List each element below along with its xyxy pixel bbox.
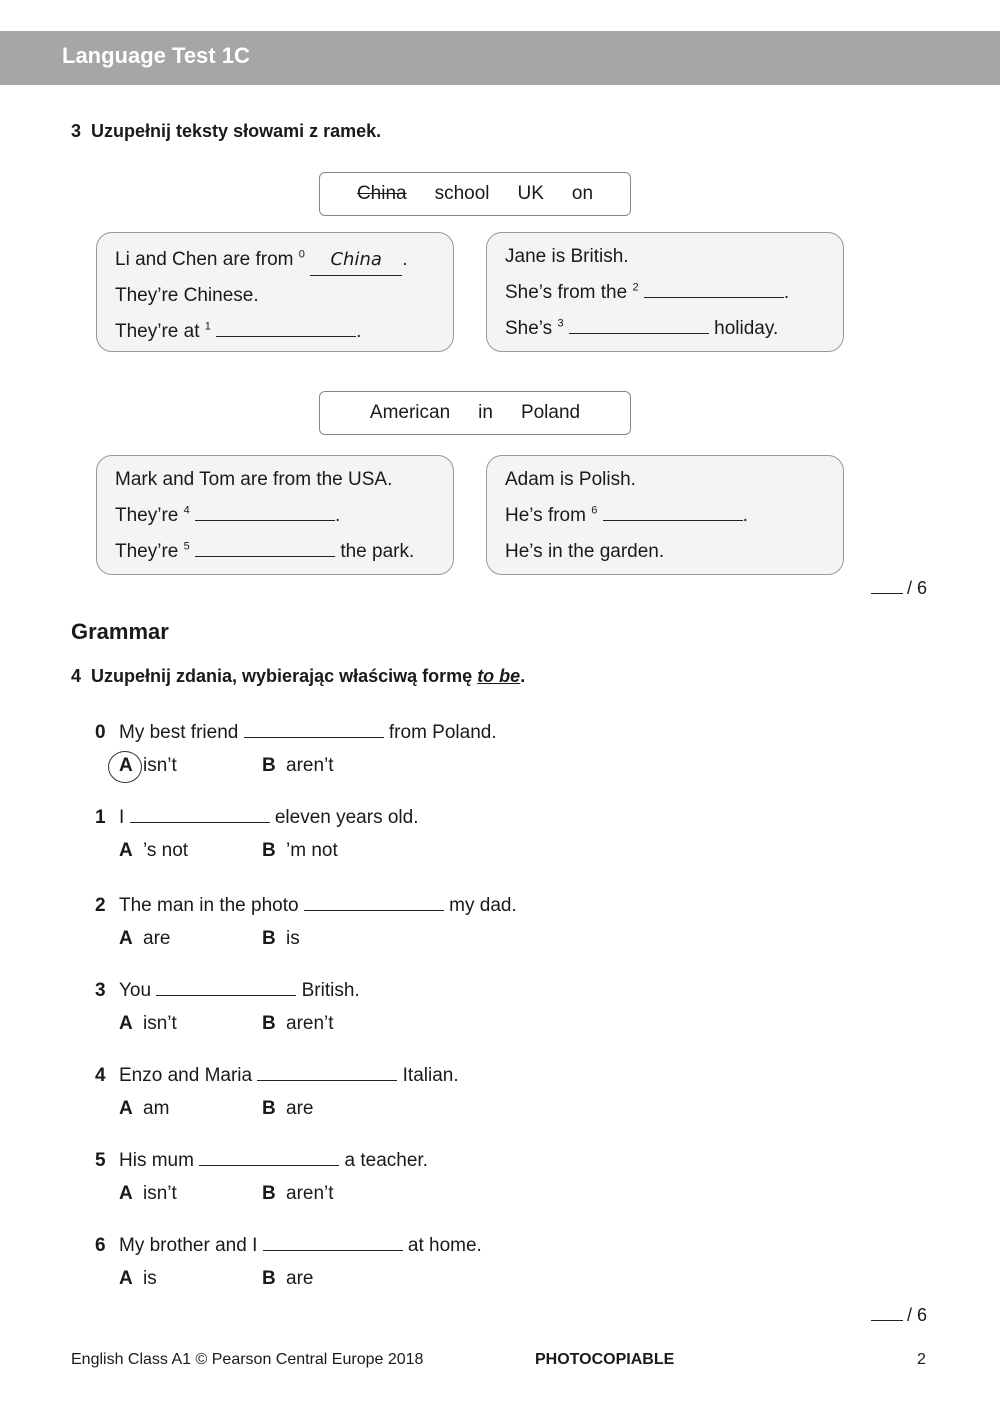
option-b[interactable]: B are <box>262 1098 314 1119</box>
instruction-text: Uzupełnij teksty słowami z ramek. <box>91 121 382 141</box>
option-b[interactable]: B are <box>262 1268 314 1289</box>
word-box-item: on <box>571 183 594 204</box>
word-box-item: China <box>356 183 407 204</box>
text-line: He’s from $^6$ . <box>505 501 825 537</box>
word-box-item: in <box>478 402 493 423</box>
text-line: They’re at $^1$ . <box>115 317 435 353</box>
section-title-grammar: Grammar <box>71 619 169 644</box>
question-2: 2 The man in the photo my dad. <box>95 892 517 917</box>
page-title: Language Test 1C <box>62 43 250 68</box>
option-a[interactable]: A isn’t <box>119 755 177 776</box>
option-a[interactable]: A is <box>119 1268 157 1289</box>
question-4: 4 Enzo and Maria Italian. <box>95 1062 459 1087</box>
answer-blank-5[interactable] <box>195 538 335 557</box>
text-box-adam <box>486 455 844 575</box>
question-3: 3 You British. <box>95 977 360 1002</box>
question-blank[interactable] <box>244 719 384 738</box>
option-a[interactable]: A isn’t <box>119 1183 177 1204</box>
score-exercise-4: / 6 <box>871 1304 927 1326</box>
score-exercise-3: / 6 <box>871 577 927 599</box>
text-line: Mark and Tom are from the USA. <box>115 469 393 490</box>
score-blank[interactable] <box>871 1304 903 1321</box>
option-b[interactable]: B aren’t <box>262 1013 334 1034</box>
text-box-jane <box>486 232 844 352</box>
text-box-li-chen <box>96 232 454 352</box>
exercise-3-instruction <box>71 121 381 142</box>
text-line: They’re $^5$ the park. <box>115 537 435 573</box>
option-b[interactable]: B aren’t <box>262 755 334 776</box>
question-blank[interactable] <box>199 1147 339 1166</box>
word-box-item: American <box>369 402 451 423</box>
answer-blank-2[interactable] <box>644 279 784 298</box>
word-box-1 <box>319 172 631 216</box>
question-blank[interactable] <box>304 892 444 911</box>
question-blank[interactable] <box>257 1062 397 1081</box>
text-line: Jane is British. <box>505 246 629 267</box>
text-line: She’s from the $^2$ . <box>505 278 825 314</box>
text-box-mark-tom <box>96 455 454 575</box>
answer-blank-1[interactable] <box>216 318 356 337</box>
option-a[interactable]: A isn’t <box>119 1013 177 1034</box>
question-5: 5 His mum a teacher. <box>95 1147 428 1172</box>
page-number: 2 <box>917 1351 926 1368</box>
instruction-text: Uzupełnij zdania, wybierając właściwą formę <box>91 666 473 686</box>
option-b[interactable]: B is <box>262 928 300 949</box>
exercise-number: 3 <box>71 121 82 141</box>
text-line: Adam is Polish. <box>505 469 636 490</box>
option-b[interactable]: B ’m not <box>262 840 338 861</box>
answer-blank-6[interactable] <box>603 502 743 521</box>
word-box-item: UK <box>517 183 544 204</box>
question-1: 1 I eleven years old. <box>95 804 419 829</box>
question-6: 6 My brother and I at home. <box>95 1232 482 1257</box>
option-a[interactable]: A ’s not <box>119 840 189 861</box>
example-answer: China <box>310 245 402 276</box>
question-blank[interactable] <box>130 804 270 823</box>
word-box-item: school <box>434 183 490 204</box>
word-box-2 <box>319 391 631 435</box>
footer-photocopiable: PHOTOCOPIABLE <box>535 1351 675 1368</box>
answer-blank-4[interactable] <box>195 502 335 521</box>
text-line: Li and Chen are from $^0$ China . <box>115 245 435 281</box>
question-0: 0 My best friend from Poland. <box>95 719 497 744</box>
text-line: He’s in the garden. <box>505 541 665 562</box>
exercise-4-instruction: 4 Uzupełnij zdania, wybierając właściwą formę to be. <box>71 666 526 686</box>
text-line: She’s $^3$ holiday. <box>505 314 825 350</box>
question-blank[interactable] <box>263 1232 403 1251</box>
footer-copyright: English Class A1 © Pearson Central Europe 2018 <box>71 1351 424 1368</box>
text-line: They’re Chinese. <box>115 285 259 306</box>
option-a[interactable]: A am <box>119 1098 170 1119</box>
exercise-number: 4 <box>71 666 82 686</box>
option-a[interactable]: A are <box>119 928 171 949</box>
word-box-item: Poland <box>520 402 581 423</box>
option-b[interactable]: B aren’t <box>262 1183 334 1204</box>
text-line: They’re $^4$ . <box>115 501 435 537</box>
score-blank[interactable] <box>871 577 903 594</box>
answer-blank-3[interactable] <box>569 315 709 334</box>
question-blank[interactable] <box>156 977 296 996</box>
instruction-emphasis: to be <box>477 666 521 686</box>
